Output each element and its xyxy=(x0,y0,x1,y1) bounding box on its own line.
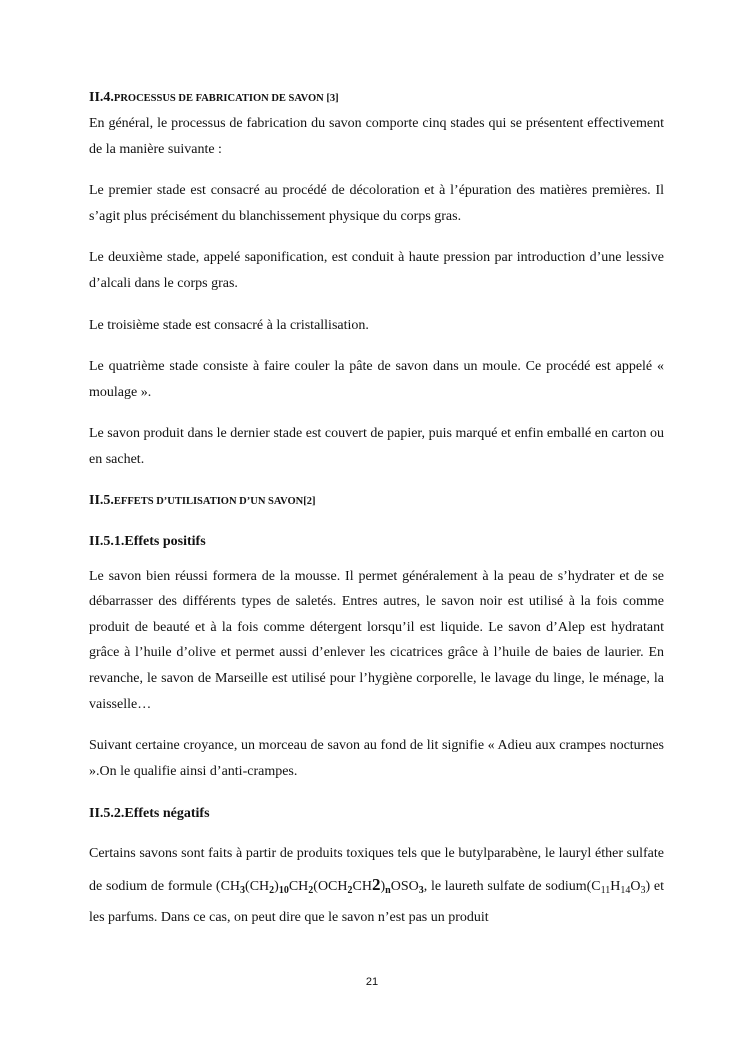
stage-paragraph-5: Le savon produit dans le dernier stade est couvert de papier, puis marqué et enfin emballé en carton ou en sachet. xyxy=(89,426,664,467)
stage-paragraph-1: Le premier stade est consacré au procédé de décoloration et à l’épuration des matières premières. Il s’agit plus précisément du blanchissement physique du corps gras. xyxy=(89,183,664,224)
stage-paragraph-2: Le deuxième stade, appelé saponification, est conduit à haute pression par introduction d’une lessive d’alcali dans le corps gras. xyxy=(89,250,664,291)
stage-paragraph-3: Le troisième stade est consacré à la cristallisation. xyxy=(89,317,369,333)
page-number: 21 xyxy=(365,976,379,988)
negative-text-before: Certains savons sont faits à partir de produits toxiques tels que le butylparabène, le lauryl éther sulfate de sodium de formule xyxy=(89,846,664,895)
negative-text-middle: , le laureth sulfate de sodium xyxy=(423,879,587,895)
section-number: II.5. xyxy=(89,492,114,508)
section-title: PROCESSUS DE FABRICATION DE SAVON [3] xyxy=(113,93,339,104)
section-heading-processus xyxy=(89,88,664,109)
document-page xyxy=(89,88,664,933)
chemical-formula-2: $(C_{11}H_{14}O_3)$ xyxy=(586,879,651,897)
stage-paragraph-4: Le quatrième stade consiste à faire couler la pâte de savon dans un moule. Ce procédé est appelé « moulage ». xyxy=(89,359,664,400)
negative-text-after: et les parfums. Dans ce cas, on peut dire que le savon n’est pas un produit xyxy=(89,879,665,926)
section-title: EFFETS D’UTILISATION D’UN SAVON[2] xyxy=(113,495,316,507)
subsection-heading-negative: II.5.2.Effets négatifs xyxy=(89,806,210,822)
positive-paragraph-2: Suivant certaine croyance, un morceau de savon au fond de lit signifie « Adieu aux crampes nocturnes ».On le qualifie ainsi d’anti-crampes. xyxy=(89,738,664,779)
negative-paragraph xyxy=(89,838,664,933)
positive-paragraph-1: Le savon bien réussi formera de la mousse. Il permet généralement à la peau de s’hydrater et de se débarrasser des différents types de saletés. Entres autres, le savon noir est utilisé à la fois comme produit de beauté et à la fois comme détergent lorsqu’il est liquide. Le savon d’Alep est hydratant grâce à l’huile d’olive et permet aussi d’enlever les cicatrices grâce à l’huile de baies de laurier. En revanche, le savon de Marseille est utilisé pour l’hygiène corporelle, le lavage du linge, le ménage, la vaisselle… xyxy=(89,568,664,712)
chemical-formula: ($CH_3(CH_2)_{10}CH_2(OCH_2CH2)_nOSO_3$ xyxy=(215,875,424,897)
section-number: II.4. xyxy=(89,90,114,105)
section-heading-effets xyxy=(89,491,664,512)
intro-paragraph: En général, le processus de fabrication du savon comporte cinq stades qui se présentent effectivement de la manière suivante : xyxy=(89,116,664,157)
subsection-heading-positive: II.5.1.Effets positifs xyxy=(89,533,206,549)
